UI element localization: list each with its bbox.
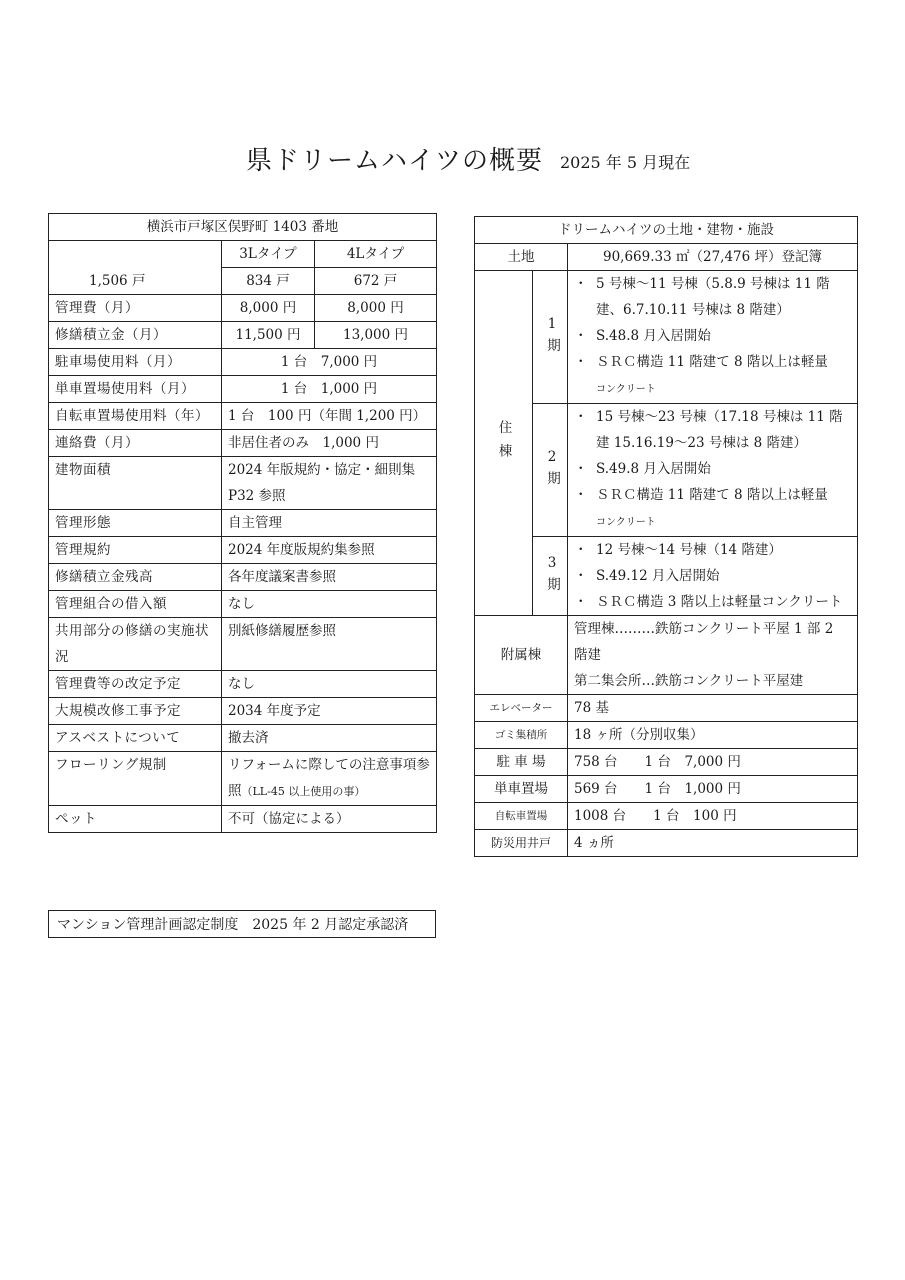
facility-value: 4 ヵ所 — [568, 830, 858, 857]
list-item: ・ 12 号棟～14 号棟（14 階建） — [574, 537, 851, 563]
row-value: なし — [222, 591, 437, 618]
facility-label: 単車置場 — [475, 776, 568, 803]
phase-label: 2期 — [544, 449, 560, 491]
phase-label-cell — [533, 271, 568, 404]
facility-value: 569 台 1 台 1,000 円 — [568, 776, 858, 803]
table-row — [475, 803, 858, 830]
facility-label: エレベーター — [475, 695, 568, 722]
phase-details — [568, 537, 858, 616]
phase-label: 1期 — [544, 316, 560, 358]
table-row — [49, 241, 437, 268]
facility-value: 18 ヶ所（分別収集） — [568, 722, 858, 749]
value-3l: 11,500 円 — [222, 322, 315, 349]
section-header: ドリームハイツの土地・建物・施設 — [475, 217, 858, 244]
table-row — [475, 695, 858, 722]
table-row — [49, 403, 437, 430]
residence-label-cell — [475, 271, 533, 616]
list-item: ・ ＳＲＣ構造 11 階建て 8 階以上は軽量 コンクリート — [574, 349, 851, 403]
table-row — [475, 776, 858, 803]
table-row — [475, 404, 858, 537]
table-row — [49, 618, 437, 671]
table-row — [49, 430, 437, 457]
table-row — [49, 725, 437, 752]
row-label: 管理形態 — [49, 510, 222, 537]
table-row — [475, 749, 858, 776]
phase-label-cell — [533, 404, 568, 537]
row-value: 撤去済 — [222, 725, 437, 752]
row-label: 管理組合の借入額 — [49, 591, 222, 618]
list-item: ・ 15 号棟～23 号棟（17.18 号棟は 11 階建 15.16.19～23 号棟は 8 階建） — [574, 404, 851, 456]
phase-label: 3期 — [544, 555, 560, 597]
annex-value — [568, 616, 858, 695]
table-row — [475, 244, 858, 271]
concrete-note: コンクリート — [596, 517, 656, 528]
row-label: 連絡費（月） — [49, 430, 222, 457]
phase-details — [568, 404, 858, 537]
facility-value: 1008 台 1 台 100 円 — [568, 803, 858, 830]
table-row — [475, 217, 858, 244]
land-building-facilities-table — [474, 216, 858, 857]
units-total: 1,506 戸 — [49, 241, 222, 295]
row-value: 不可（協定による） — [222, 806, 437, 833]
table-row — [49, 322, 437, 349]
row-value: 1 台 100 円（年間 1,200 円） — [222, 403, 437, 430]
row-value: 2034 年度予定 — [222, 698, 437, 725]
row-value: 1 台 1,000 円 — [222, 376, 437, 403]
facility-label: 駐 車 場 — [475, 749, 568, 776]
row-label: 大規模改修工事予定 — [49, 698, 222, 725]
facility-value: 78 基 — [568, 695, 858, 722]
concrete-note: コンクリート — [596, 384, 656, 395]
list-item: ・ S.49.12 月入居開始 — [574, 563, 851, 589]
type4-units: 672 戸 — [315, 268, 437, 295]
flooring-note: リフォームに際しての注意事項参照 — [228, 757, 430, 799]
annex-line: 管理棟………鉄筋コンクリート平屋 1 部 2 階建 — [574, 621, 834, 663]
annex-label: 附属棟 — [475, 616, 568, 695]
row-label: 修繕積立金（月） — [49, 322, 222, 349]
value-3l: 8,000 円 — [222, 295, 315, 322]
row-value: 1 台 7,000 円 — [222, 349, 437, 376]
address-cell: 横浜市戸塚区俣野町 1403 番地 — [49, 214, 437, 241]
table-row — [49, 591, 437, 618]
table-row — [475, 722, 858, 749]
phase-label-cell — [533, 537, 568, 616]
row-label: 管理費（月） — [49, 295, 222, 322]
row-label: 修繕積立金残高 — [49, 564, 222, 591]
row-label: 単車置場使用料（月） — [49, 376, 222, 403]
list-item: ・ ＳＲＣ構造 11 階建て 8 階以上は軽量 コンクリート — [574, 482, 851, 536]
type3-name: 3Lタイプ — [222, 241, 315, 268]
table-row — [49, 752, 437, 806]
row-value: 2024 年版規約・協定・細則集 P32 参照 — [222, 457, 437, 510]
row-label: アスベストについて — [49, 725, 222, 752]
table-row — [49, 806, 437, 833]
table-row — [475, 537, 858, 616]
table-row — [49, 564, 437, 591]
annex-line: 第二集会所…鉄筋コンクリート平屋建 — [574, 673, 804, 689]
table-row — [49, 537, 437, 564]
value-4l: 8,000 円 — [315, 295, 437, 322]
row-value: 別紙修繕履歴参照 — [222, 618, 437, 671]
value-4l: 13,000 円 — [315, 322, 437, 349]
table-row — [49, 671, 437, 698]
table-row — [49, 295, 437, 322]
page-title: 県ドリームハイツの概要 — [246, 146, 544, 176]
row-label: ペット — [49, 806, 222, 833]
land-label: 土地 — [475, 244, 568, 271]
row-label: 共用部分の修繕の実施状況 — [49, 618, 222, 671]
row-label: 駐車場使用料（月） — [49, 349, 222, 376]
facility-label: 自転車置場 — [475, 803, 568, 830]
type4-name: 4Lタイプ — [315, 241, 437, 268]
row-value: なし — [222, 671, 437, 698]
row-value: 非居住者のみ 1,000 円 — [222, 430, 437, 457]
table-row — [475, 271, 858, 404]
land-value: 90,669.33 ㎡（27,476 坪）登記簿 — [568, 244, 858, 271]
row-label: 管理費等の改定予定 — [49, 671, 222, 698]
row-value — [222, 752, 437, 806]
list-item: ・ 5 号棟～11 号棟（5.8.9 号棟は 11 階建、6.7.10.11 号棟は 8 階建） — [574, 271, 851, 323]
table-row — [475, 616, 858, 695]
table-row — [475, 830, 858, 857]
facility-label: ゴミ集積所 — [475, 722, 568, 749]
facility-value: 758 台 1 台 7,000 円 — [568, 749, 858, 776]
phase-details — [568, 271, 858, 404]
row-value: 自主管理 — [222, 510, 437, 537]
row-label: 管理規約 — [49, 537, 222, 564]
flooring-note-small: （LL-45 以上使用の事） — [241, 785, 366, 798]
row-label: 自転車置場使用料（年） — [49, 403, 222, 430]
table-row — [49, 510, 437, 537]
type3-units: 834 戸 — [222, 268, 315, 295]
facility-label: 防災用井戸 — [475, 830, 568, 857]
certification-box: マンション管理計画認定制度 2025 年 2 月認定承認済 — [48, 910, 436, 938]
table-row — [49, 376, 437, 403]
table-row — [49, 698, 437, 725]
table-row — [49, 214, 437, 241]
row-label: フローリング規制 — [49, 752, 222, 806]
as-of-date: 2025 年 5 月現在 — [560, 153, 691, 172]
residence-label: 住棟 — [495, 419, 512, 467]
list-item: ・ S.49.8 月入居開始 — [574, 456, 851, 482]
table-row — [49, 349, 437, 376]
row-value: 各年度議案書参照 — [222, 564, 437, 591]
list-item: ・ ＳＲＣ構造 3 階以上は軽量コンクリート — [574, 589, 851, 615]
list-item: ・ S.48.8 月入居開始 — [574, 323, 851, 349]
row-value: 2024 年度版規約集参照 — [222, 537, 437, 564]
table-row — [49, 457, 437, 510]
row-label: 建物面積 — [49, 457, 222, 510]
management-overview-table — [48, 213, 437, 833]
